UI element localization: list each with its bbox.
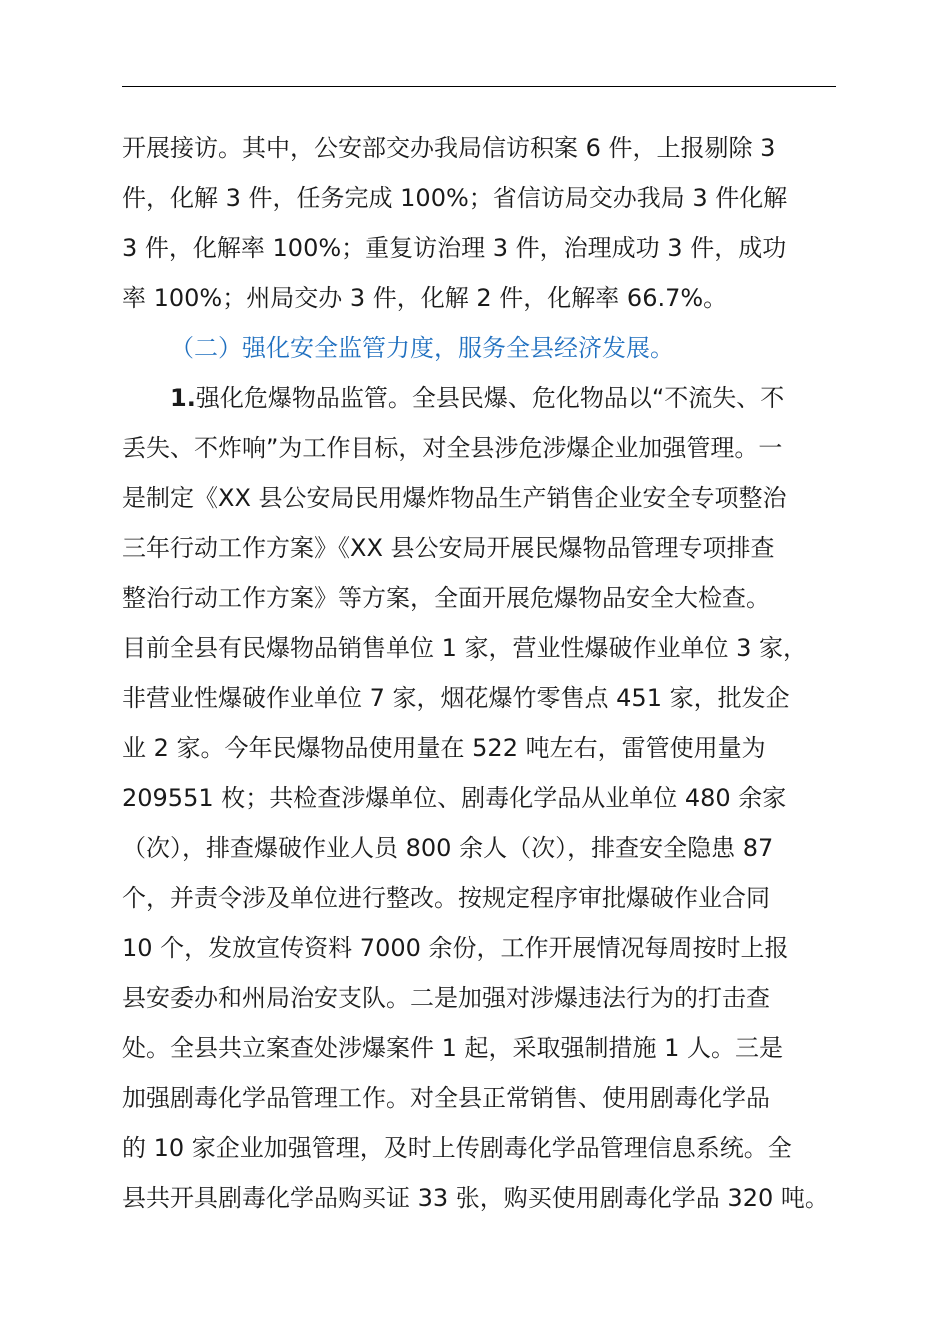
paragraph-line: 10 个，发放宣传资料 7000 余份，工作开展情况每周按时上报: [122, 934, 789, 962]
paragraph-line: 处。全县共立案查处涉爆案件 1 起，采取强制措施 1 人。三是: [122, 1034, 784, 1062]
paragraph-line: 开展接访。其中，公安部交办我局信访积案 6 件，上报剔除 3: [122, 134, 776, 162]
paragraph-first-line: [170, 378, 784, 418]
paragraph-line: 是制定《XX 县公安局民用爆炸物品生产销售企业安全专项整治: [122, 484, 787, 512]
paragraph-line: 的 10 家企业加强管理，及时上传剧毒化学品管理信息系统。全: [122, 1134, 792, 1162]
header-rule: [122, 86, 836, 87]
paragraph-line: 三年行动工作方案》《XX 县公安局开展民爆物品管理专项排查: [122, 534, 775, 562]
section-heading: （二）强化安全监管力度，服务全县经济发展。: [170, 334, 674, 362]
paragraph-line: 率 100%；州局交办 3 件，化解 2 件，化解率 66.7%。: [122, 284, 728, 312]
paragraph-line: （次），排查爆破作业人员 800 余人（次），排查安全隐患 87: [122, 834, 774, 862]
paragraph-line: 县共开具剧毒化学品购买证 33 张，购买使用剧毒化学品 320 吨。: [122, 1184, 829, 1212]
item-title-text: 强化危爆物品监管。全县民爆、危化物品以“不流失、不: [195, 384, 785, 412]
paragraph-line: 目前全县有民爆物品销售单位 1 家，营业性爆破作业单位 3 家，: [122, 634, 808, 662]
paragraph-line: 209551 枚；共检查涉爆单位、剧毒化学品从业单位 480 余家: [122, 784, 787, 812]
paragraph-line: 县安委办和州局治安支队。二是加强对涉爆违法行为的打击查: [122, 984, 770, 1012]
paragraph-line: 加强剧毒化学品管理工作。对全县正常销售、使用剧毒化学品: [122, 1084, 770, 1112]
paragraph-line: 非营业性爆破作业单位 7 家，烟花爆竹零售点 451 家，批发企: [122, 684, 790, 712]
paragraph-line: 3 件，化解率 100%；重复访治理 3 件，治理成功 3 件，成功: [122, 234, 787, 262]
paragraph-line: 业 2 家。今年民爆物品使用量在 522 吨左右，雷管使用量为: [122, 734, 766, 762]
paragraph-line: 整治行动工作方案》等方案，全面开展危爆物品安全大检查。: [122, 584, 770, 612]
item-number: 1.: [170, 384, 196, 412]
paragraph-line: 丢失、不炸响”为工作目标，对全县涉危涉爆企业加强管理。一: [122, 434, 783, 462]
paragraph-line: 个，并责令涉及单位进行整改。按规定程序审批爆破作业合同: [122, 884, 770, 912]
paragraph-line: 件，化解 3 件，任务完成 100%；省信访局交办我局 3 件化解: [122, 184, 788, 212]
